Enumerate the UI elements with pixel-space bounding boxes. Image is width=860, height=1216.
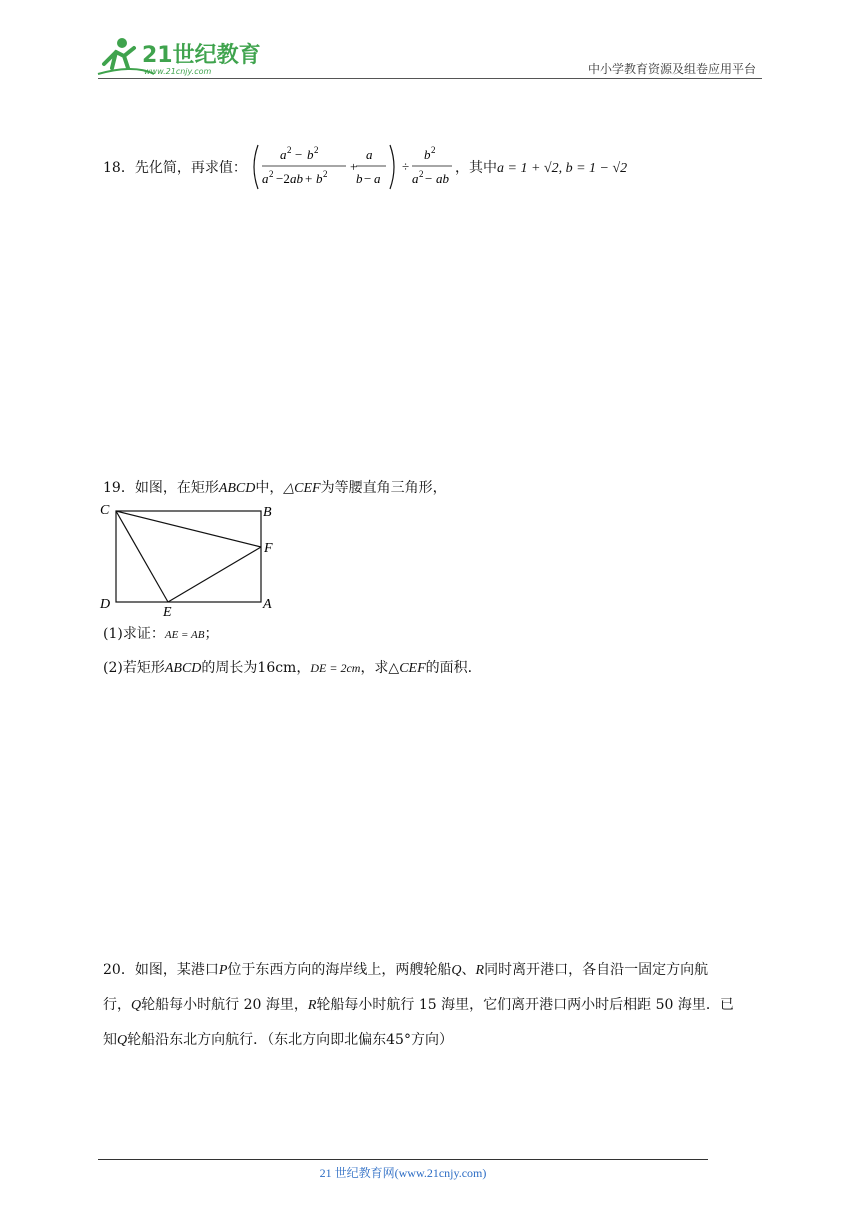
footer-link[interactable]: 21 世纪教育网(www.21cnjy.com) bbox=[319, 1166, 487, 1180]
q19-stem: 19．如图，在矩形ABCD中，△CEF为等腰直角三角形， bbox=[103, 480, 447, 496]
segment-ef bbox=[168, 547, 261, 602]
svg-text:b: b bbox=[307, 147, 314, 162]
point-c-label: C bbox=[100, 503, 110, 518]
svg-text:−: − bbox=[364, 171, 372, 186]
svg-text:a: a bbox=[412, 171, 419, 186]
svg-text:www.21cnjy.com: www.21cnjy.com bbox=[144, 67, 212, 76]
svg-text:2: 2 bbox=[419, 169, 424, 179]
svg-text:a: a bbox=[366, 147, 373, 162]
point-b-label: B bbox=[263, 505, 272, 520]
svg-text:÷: ÷ bbox=[402, 159, 410, 174]
svg-text:−: − bbox=[295, 147, 303, 162]
q20-line-2: 行，Q轮船每小时航行 20 海里，R轮船每小时航行 15 海里，它们离开港口两小时后相距 50 海里．已 bbox=[103, 997, 734, 1013]
svg-text:−2: −2 bbox=[276, 171, 290, 186]
svg-text:−: − bbox=[425, 171, 433, 186]
svg-text:b: b bbox=[424, 147, 431, 162]
q20-line-1: 20．如图，某港口P位于东西方向的海岸线上，两艘轮船Q、R同时离开港口，各自沿一固定方向航 bbox=[103, 962, 709, 978]
q18-label: 18．先化简，再求值： bbox=[103, 160, 247, 176]
svg-text:2: 2 bbox=[269, 169, 274, 179]
svg-text:2: 2 bbox=[314, 145, 319, 155]
svg-text:21世纪教育: 21世纪教育 bbox=[142, 43, 261, 68]
svg-text:b: b bbox=[356, 171, 363, 186]
q18-condition: ，其中a = 1 + √2, b = 1 − √2 bbox=[455, 160, 628, 176]
q19-part2: (2)若矩形ABCD的周长为16cm，DE = 2cm，求△CEF的面积. bbox=[103, 660, 473, 676]
point-d-label: D bbox=[100, 597, 111, 612]
svg-text:a: a bbox=[262, 171, 269, 186]
svg-text:ab: ab bbox=[290, 171, 303, 186]
svg-text:2: 2 bbox=[287, 145, 292, 155]
header-divider bbox=[98, 78, 762, 79]
point-a-label: A bbox=[263, 597, 272, 612]
svg-text:+: + bbox=[305, 171, 313, 186]
rectangle-abcd bbox=[116, 511, 261, 602]
footer-divider bbox=[98, 1159, 708, 1160]
site-logo bbox=[94, 34, 264, 78]
segment-ce bbox=[116, 511, 168, 602]
point-e-label: E bbox=[163, 605, 172, 618]
svg-text:2: 2 bbox=[323, 169, 328, 179]
svg-text:2: 2 bbox=[431, 145, 436, 155]
q20-line-3: 知Q轮船沿东北方向航行．（东北方向即北偏东45°方向） bbox=[103, 1032, 453, 1048]
segment-cf bbox=[116, 511, 261, 547]
svg-text:+: + bbox=[350, 159, 358, 174]
svg-text:a: a bbox=[280, 147, 287, 162]
rectangle-figure bbox=[96, 498, 286, 618]
point-f-label: F bbox=[264, 541, 273, 556]
platform-title: 中小学教育资源及组卷应用平台 bbox=[587, 62, 756, 76]
svg-text:a: a bbox=[374, 171, 381, 186]
svg-text:ab: ab bbox=[436, 171, 449, 186]
svg-text:b: b bbox=[316, 171, 323, 186]
q19-part1: (1)求证：AE = AB； bbox=[103, 626, 219, 642]
